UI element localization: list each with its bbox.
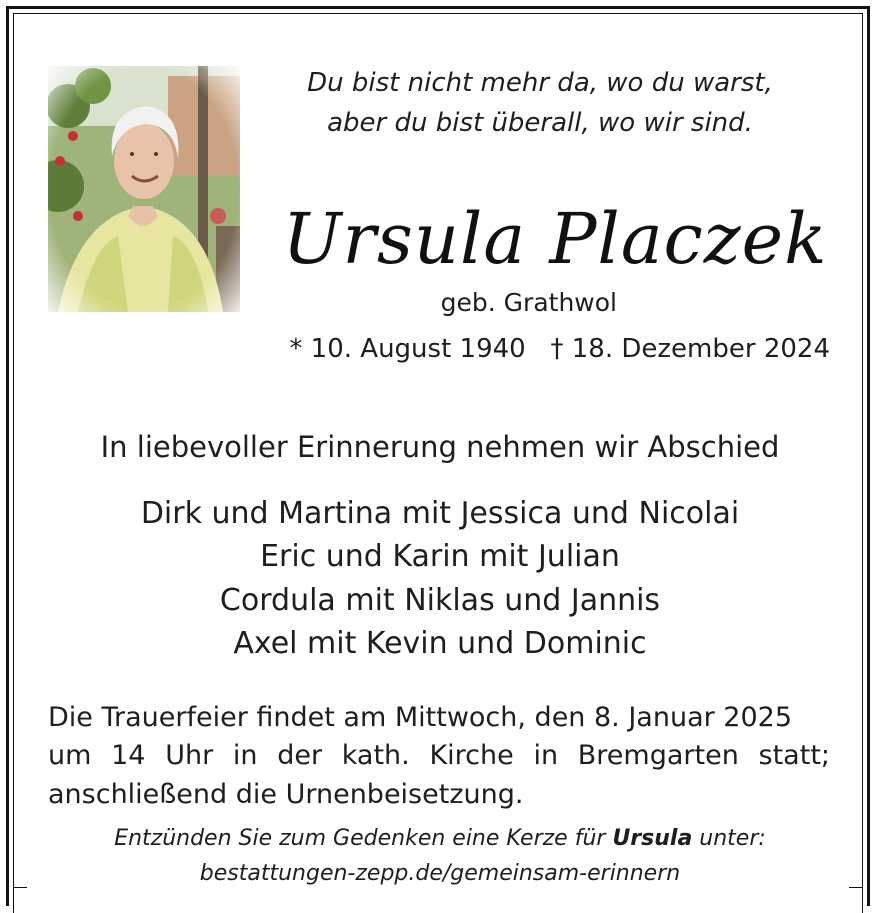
deceased-name: Ursula Placzek (282, 198, 828, 280)
memorial-url[interactable]: bestattungen-zepp.de/gemeinsam-erinnern (199, 861, 681, 886)
corner-mark-left (13, 887, 27, 889)
ceremony-line-2: um 14 Uhr in der kath. Kirche in Bremgarten statt; (48, 740, 830, 771)
candle-notice-suffix: unter: (692, 826, 766, 851)
quote-line-1: Du bist nicht mehr da, wo du warst, (307, 68, 773, 98)
portrait-photo (48, 66, 240, 312)
quote-line-2: aber du bist überall, wo wir sind. (327, 108, 753, 138)
candle-notice (0, 826, 880, 851)
farewell-text: In liebevoller Erinnerung nehmen wir Abschied (100, 430, 780, 464)
mourner-line: Cordula mit Niklas und Jannis (219, 583, 661, 618)
mourner-line: Axel mit Kevin und Dominic (233, 626, 647, 661)
mourner-line: Eric und Karin mit Julian (260, 539, 620, 574)
ceremony-line-1: Die Trauerfeier findet am Mittwoch, den 8. Januar 2025 (48, 702, 793, 733)
birth-name: geb. Grathwol (440, 288, 617, 317)
mourner-line: Dirk und Martina mit Jessica und Nicolai (140, 496, 740, 531)
candle-notice-prefix: Entzünden Sie zum Gedenken eine Kerze für (114, 826, 613, 851)
life-dates: * 10. August 1940 † 18. Dezember 2024 (289, 334, 830, 364)
ceremony-line-3: anschließend die Urnenbeisetzung. (48, 779, 524, 810)
corner-mark-right (849, 887, 863, 889)
candle-notice-name: Ursula (612, 826, 693, 851)
